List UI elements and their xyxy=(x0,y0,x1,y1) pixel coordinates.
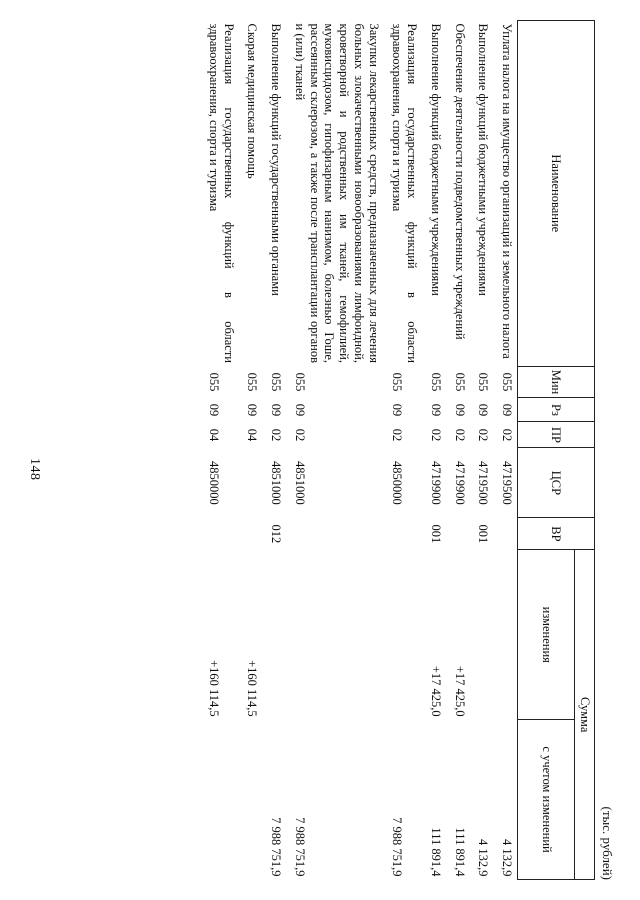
cell-rz: 09 xyxy=(207,403,221,417)
cell-name: Реализация государственных функций в области здравоохранения, спорта и туризма xyxy=(207,23,236,363)
table-row xyxy=(263,21,287,880)
cell-min: 055 xyxy=(293,372,307,392)
cell-changes: +160 114,5 xyxy=(207,660,221,717)
cell-csr: 4850000 xyxy=(390,461,405,505)
cell-name: Выполнение функций бюджетными учреждениями xyxy=(476,23,491,296)
cell-vr: 001 xyxy=(429,524,443,544)
cell-changes xyxy=(263,550,287,720)
header-sum: Сумма xyxy=(575,550,595,880)
cell-pr: 04 xyxy=(245,428,260,442)
header-changes: изменения xyxy=(518,550,575,720)
cell-name: Реализация государственных функций в области здравоохранения, спорта и туризма xyxy=(390,23,420,363)
cell-name: Скорая медицинская помощь xyxy=(245,23,260,179)
cell-pr: 02 xyxy=(293,428,307,442)
header-min: Мин xyxy=(518,366,595,398)
cell-rz: 09 xyxy=(390,403,405,417)
cell-min: 055 xyxy=(207,372,221,392)
header-csr: ЦСР xyxy=(518,448,595,518)
header-rz: Рз xyxy=(518,398,595,422)
cell-csr: 4719500 xyxy=(500,461,515,505)
table-row xyxy=(422,21,446,880)
cell-csr: 4851000 xyxy=(269,461,284,505)
cell-min: 055 xyxy=(476,372,491,392)
cell-changes xyxy=(470,550,494,720)
cell-total xyxy=(239,720,263,880)
table-row xyxy=(446,21,470,880)
cell-changes: +17 425,0 xyxy=(452,665,467,717)
cell-name: Выполнение функций бюджетными учреждениями xyxy=(429,23,443,296)
cell-vr xyxy=(286,518,384,550)
cell-csr: 4719900 xyxy=(429,461,443,505)
cell-name: Обеспечение деятельности подведомственных учреждений xyxy=(452,23,467,340)
header-vr: ВР xyxy=(518,518,595,550)
cell-changes xyxy=(384,550,423,720)
cell-vr: 001 xyxy=(476,524,491,544)
cell-pr: 02 xyxy=(429,428,443,442)
table-row xyxy=(494,21,518,880)
cell-total: 111 891,4 xyxy=(452,827,467,877)
cell-vr xyxy=(384,518,423,550)
cell-csr xyxy=(239,448,263,518)
cell-name: Выполнение функций государственными органами xyxy=(269,23,284,296)
table-row xyxy=(384,21,423,880)
cell-pr: 02 xyxy=(476,428,491,442)
cell-rz: 09 xyxy=(429,403,443,417)
cell-name: Уплата налога на имущество организаций и земельного налога xyxy=(500,23,515,359)
cell-vr xyxy=(239,518,263,550)
page-number: 148 xyxy=(27,458,42,481)
cell-pr: 02 xyxy=(500,428,515,442)
cell-min: 055 xyxy=(452,372,467,392)
header-with-changes: с учетом изменений xyxy=(518,720,575,880)
cell-changes: +160 114,5 xyxy=(245,660,260,717)
cell-vr xyxy=(494,518,518,550)
cell-csr: 4850000 xyxy=(207,461,221,505)
cell-pr: 02 xyxy=(269,428,284,442)
cell-vr xyxy=(446,518,470,550)
cell-csr: 4851000 xyxy=(293,461,307,505)
units-note: (тыс. рублей) xyxy=(600,806,615,880)
header-name: Наименование xyxy=(518,21,595,367)
table-row xyxy=(470,21,494,880)
cell-pr: 02 xyxy=(452,428,467,442)
document-sheet xyxy=(95,20,615,880)
cell-rz: 09 xyxy=(245,403,260,417)
cell-min: 055 xyxy=(269,372,284,392)
cell-min: 055 xyxy=(500,372,515,392)
cell-csr: 4719500 xyxy=(476,461,491,505)
cell-min: 055 xyxy=(390,372,405,392)
budget-table xyxy=(200,20,595,880)
header-pr: ПР xyxy=(518,422,595,448)
cell-rz: 09 xyxy=(293,403,307,417)
cell-total: 7 988 751,9 xyxy=(293,817,307,877)
cell-rz: 09 xyxy=(500,403,515,417)
cell-total: 7 988 751,9 xyxy=(269,817,284,877)
cell-rz: 09 xyxy=(269,403,284,417)
cell-pr: 02 xyxy=(390,428,405,442)
table-row xyxy=(286,21,384,880)
cell-min: 055 xyxy=(429,372,443,392)
table-row xyxy=(200,21,239,880)
cell-changes xyxy=(286,550,384,720)
cell-vr xyxy=(200,518,239,550)
cell-changes: +17 425,0 xyxy=(429,665,443,717)
cell-csr: 4719900 xyxy=(452,461,467,505)
cell-rz: 09 xyxy=(476,403,491,417)
cell-total xyxy=(200,720,239,880)
cell-rz: 09 xyxy=(452,403,467,417)
cell-min: 055 xyxy=(245,372,260,392)
cell-changes xyxy=(494,550,518,720)
table-body xyxy=(200,21,518,880)
cell-total: 4 132,9 xyxy=(500,839,515,877)
cell-total: 4 132,9 xyxy=(476,839,491,877)
cell-name: Закупки лекарственных средств, предназначенных для лечения больных злокачественными новообразованиями лимфоидной, кроветворной и родственных им тканей, гемофилией, муковисцидозом, гипофизарным нанизмом, болезнью Гоше, рассеянным склерозом, а также после трансплантации органов и (или) тканей xyxy=(293,23,381,363)
cell-total: 7 988 751,9 xyxy=(390,817,405,877)
cell-vr: 012 xyxy=(269,524,284,544)
cell-total: 111 891,4 xyxy=(429,827,443,877)
cell-pr: 04 xyxy=(207,428,221,442)
table-row xyxy=(239,21,263,880)
